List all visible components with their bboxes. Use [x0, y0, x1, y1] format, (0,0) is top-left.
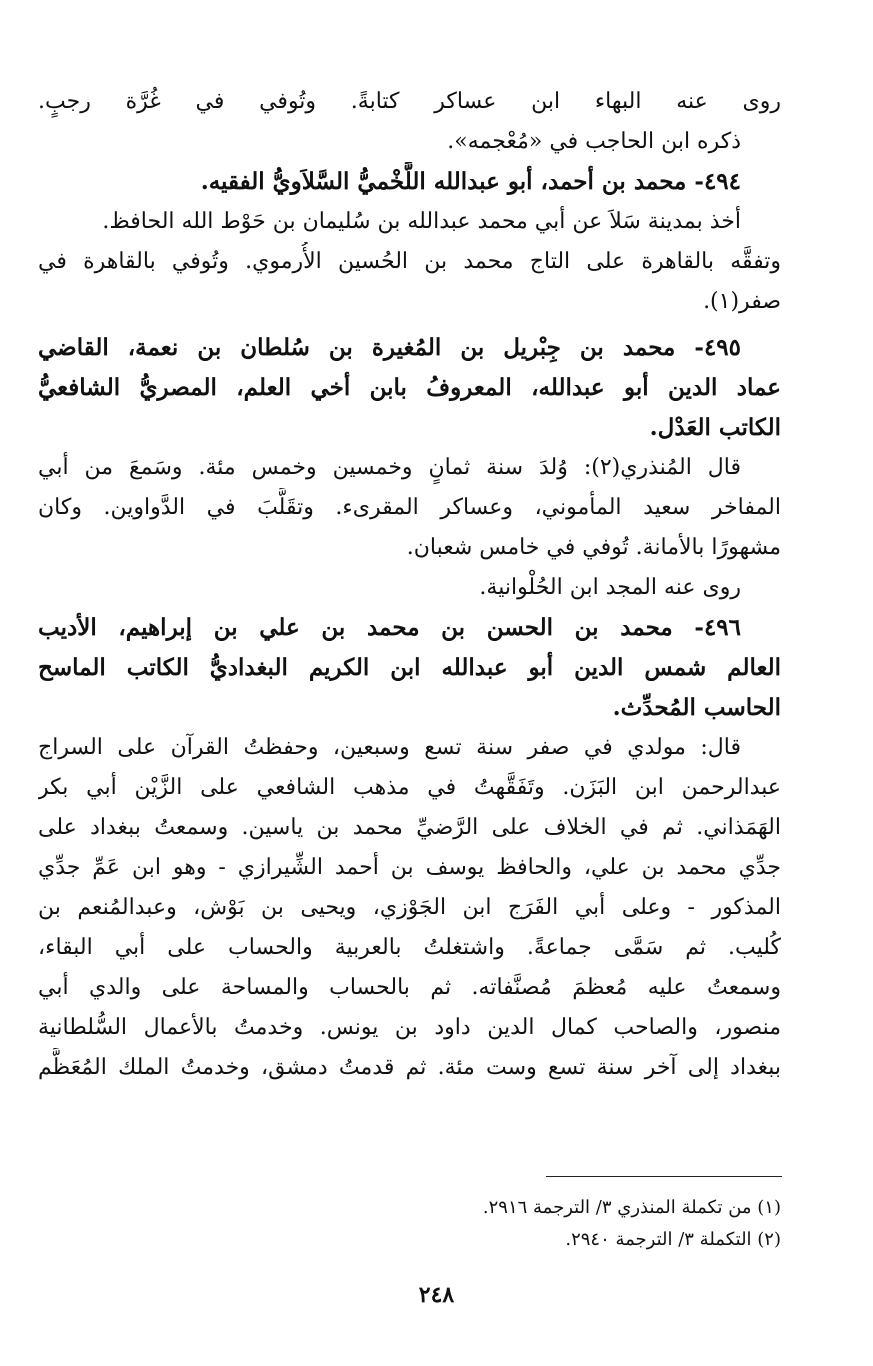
- text-line: روى عنه المجد ابن الحُلْوانية.: [479, 575, 741, 600]
- text-line: عبدالرحمن ابن البَزَن. وتَفَقَّهتُ في مذهب الشافعي على الزَّيْن أبي بكر: [38, 775, 781, 800]
- text-line: الهَمَذاني. ثم في الخلاف على الرَّضيِّ محمد بن ياسين. وسمعتُ ببغداد على: [38, 815, 781, 840]
- footnotes: [38, 1192, 781, 1256]
- main-text: [38, 82, 781, 1088]
- page-number: ٢٤٨: [418, 1282, 455, 1308]
- entry-heading-496: ٤٩٦- محمد بن الحسن بن محمد بن علي بن إبراهيم، الأديب: [38, 614, 741, 641]
- text-line: جدِّي محمد بن علي، والحافظ يوسف بن أحمد الشِّيرازي - وهو ابن عَمِّ جدِّي: [38, 855, 781, 880]
- entry-heading-495-cont: عماد الدين أبو عبدالله، المعروفُ بابن أخي العلم، المصريُّ الشافعيُّ: [38, 374, 781, 401]
- entry-heading-496-cont: العالم شمس الدين أبو عبدالله ابن الكريم البغداديُّ الكاتب الماسح: [38, 654, 781, 681]
- footnote-2: (٢) التكملة ٣/ الترجمة ٢٩٤٠.: [565, 1229, 781, 1250]
- text-line: صفر(١).: [703, 289, 781, 314]
- text-line: أخذ بمدينة سَلاَ عن أبي محمد عبدالله بن سُليمان بن حَوْط الله الحافظ.: [102, 209, 741, 234]
- text-line: وسمعتُ عليه مُعظمَ مُصنَّفاته. ثم بالحساب والمساحة على والدي أبي: [38, 975, 781, 1000]
- text-line: ذكره ابن الحاجب في «مُعْجمه».: [447, 129, 741, 154]
- entry-heading-495-end: الكاتب العَدْل.: [649, 414, 781, 441]
- entry-heading-495: ٤٩٥- محمد بن جِبْريل بن المُغيرة بن سُلطان بن نعمة، القاضي: [38, 334, 741, 361]
- footnote-1: (١) من تكملة المنذري ٣/ الترجمة ٢٩١٦.: [482, 1197, 781, 1218]
- text-line: المذكور - وعلى أبي الفَرَج ابن الجَوْزي، ويحيى بن بَوْش، وعبدالمُنعم بن: [38, 895, 781, 920]
- footnote-separator: [546, 1176, 782, 1177]
- text-line: المفاخر سعيد المأموني، وعساكر المقرىء. وتقَلَّبَ في الدَّواوين. وكان: [38, 495, 781, 520]
- text-line: قال المُنذري(٢): وُلدَ سنة ثمانٍ وخمسين وخمس مئة. وسَمعَ من أبي: [38, 455, 741, 480]
- text-line: قال: مولدي في صفر سنة تسع وسبعين، وحفظتُ القرآن على السراج: [38, 735, 741, 760]
- text-line: ببغداد إلى آخر سنة تسع وست مئة. ثم قدمتُ دمشق، وخدمتُ الملك المُعَظَّم: [38, 1055, 781, 1080]
- text-line: مشهورًا بالأمانة. تُوفي في خامس شعبان.: [406, 535, 781, 560]
- text-line: منصور، والصاحب كمال الدين داود بن يونس. وخدمتُ بالأعمال السُّلطانية: [38, 1015, 781, 1040]
- text-line: روى عنه البهاء ابن عساكر كتابةً. وتُوفي في غُرَّة رجبٍ.: [38, 89, 781, 114]
- entry-heading-494: ٤٩٤- محمد بن أحمد، أبو عبدالله اللَّخْميُّ السَّلاَويُّ الفقيه.: [200, 168, 741, 195]
- text-line: وتفقَّه بالقاهرة على التاج محمد بن الحُسين الأُرموي. وتُوفي بالقاهرة في: [38, 249, 781, 274]
- text-line: كُليب. ثم سَمَّى جماعةً. واشتغلتُ بالعربية والحساب على أبي البقاء،: [38, 935, 781, 960]
- entry-heading-496-end: الحاسب المُحدِّث.: [612, 694, 781, 721]
